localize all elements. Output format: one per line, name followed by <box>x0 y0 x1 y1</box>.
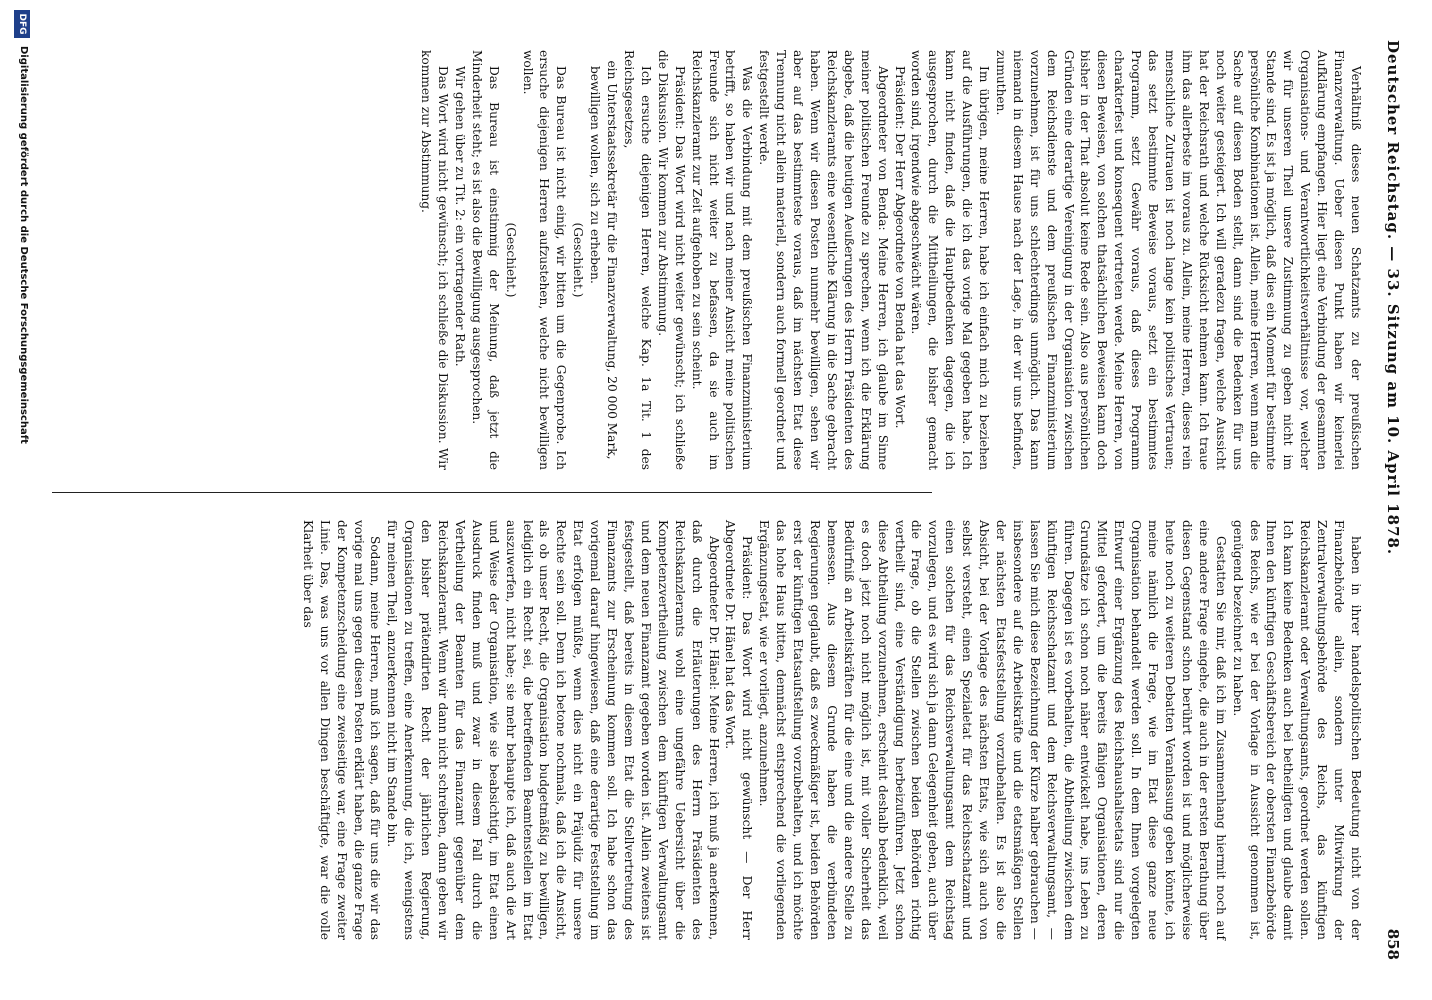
dfg-logo: DFG <box>14 10 30 38</box>
left-paragraph: Ich ersuche diejenigen Herren, welche Kap. 1a Tit. 1 des Reichsgesetzes, <box>622 50 653 470</box>
left-paragraph: Präsident: Das Wort wird nicht weiter gewünscht; ich schließe die Diskussion. Wir kommen zur Abstimmung. <box>655 50 687 470</box>
footer <box>8 0 32 1000</box>
left-column <box>417 50 1364 470</box>
right-paragraph: Abgeordneter Dr. Hänel: Meine Herren, ich muß ja anerkennen, daß durch die Erläuterungen des Herrn Präsidenten des Reichskanzleramts wohl eine ungefähre Uebersicht über die Kompetenzvertheilung zwischen dem künftigen Verwaltungsamt und dem neuen Finanzamt gegeben worden ist. Allein zweitens ist festgestellt, daß bereits in diesem Etat die Stellvertretung des Finanzamts zur Erscheinung kommen soll. Ich habe schon das vorigemal darauf hingewiesen, daß eine derartige Feststellung im Etat erfolgen müßte, wenn dies nicht ein Präjudiz für unsere Rechte sein soll. Denn ich betone nochmals, daß ich die Ansicht, als ob unser Recht, die Organisation budgetmäßig zu bewilligen, lediglich ein Recht sei, die betreffenden Beamtenstellen im Etat auszuwerfen, nicht habe; sie mehr behaupte ich, daß auch die Art und Weise der Organisation, wie sie beabsichtigt, im Etat einen Ausdruck finden muß und zwar in diesem Fall durch die Vertheilung der Beamten für das Finanzamt gegenüber dem Reichskanzleramt. Wenn wir dann nicht schreiben, dann geben wir den bisher prätendirten Recht der jährlichen Regierung, Organisationen zu treffen, eine Anerkennung, die ich, wenigstens für meinen Theil, anzuerkennen nicht im Stande bin. <box>385 520 721 940</box>
left-paragraph: Verhältniß dieses neuen Schatzamts zu der preußischen Finanzverwaltung. Ueber diesen Punkt haben wir keinerlei Aufklärung empfangen. Hier liegt eine Verbindung der gesammten Organisations- und Verantwortlichkeitsverhältnisse vor, welcher wir für unseren Theil unsere Zustimmung zu geben nicht im Stande sind. Es ist ja möglich, daß dies ein Moment für bestimmte persönliche Kombinationen ist. Allein, meine Herren, wenn man die Sache auf diesen Boden stellt, dann sind die Bedenken für uns noch weiter gesteigert. Ich will geradezu fragen, welche Aussicht hat der Reichsrath und welche Rücksicht nehmen kann. Ich traue ihm das allerbeste im voraus zu. Allein, meine Herren, dieses rein menschliche Zutrauen ist noch lange kein politisches Vertrauen; das setzt bestimmte Beweise voraus, setzt ein bestimmtes Programm, setzt Gewähr voraus, daß dieses Programm charakterfest und konsequent vertreten werde. Meine Herren, von diesen Beweisen, von solchen thatsächlichen Beweisen kann doch bisher in der That absolut keine Rede sein. Also aus persönlichen Gründen eine derartige Vereinigung in der Organisation zwischen dem Reichsdienste und dem preußischen Finanzministerium vorzunehmen, ist für uns schlechterdings unmöglich. Das kann niemand in diesem Hause nach der Lage, in der wir uns befinden, zumuthen. <box>993 50 1363 470</box>
left-paragraph: (Geschieht.) <box>571 222 586 298</box>
page-title: Deutscher Reichstag. — 33. Sitzung am 10. April 1878. <box>1384 40 1402 556</box>
left-paragraph: Abgeordneter von Benda: Meine Herren, ich glaube im Sinne meiner politischen Freunde zu sprechen, wenn ich die Erklärung abgebe, daß die heutigen Aeußerungen des Herrn Präsidenten des Reichskanzleramts eine wesentliche Klärung in die Sache gebracht haben. Wenn wir diesen Posten nunmehr bewilligen, sehen wir aber auf das bestimmteste voraus, daß im nächsten Etat diese Trennung nicht allein materiell, sondern auch formell geordnet und festgestellt werde. <box>757 50 890 470</box>
left-paragraph: bewilligen wollen, sich zu erheben. <box>588 66 603 284</box>
left-paragraph: Was die Verbindung mit dem preußischen Finanzministerium betrifft, so haben wir und nach meiner Ansicht meine politischen Freunde sich nicht weiter zu befassen, da sie auch im Reichskanzleramt zur Zeit aufgehoben zu sein scheint. <box>689 50 755 470</box>
left-paragraph: Im übrigen, meine Herren, habe ich einfach mich zu beziehen auf die Ausführungen, die ich das vorige Mal gegeben habe. Ich kann nicht finden, daß die Hauptbedenken dagegen, die ich ausgesprochen, durch die Mittheilungen, die bisher gemacht worden sind, irgendwie abgeschwächt wären. <box>909 50 992 470</box>
left-paragraph: Das Wort wird nicht gewünscht; ich schließe die Diskussion. Wir kommen zur Abstimmung. <box>419 50 451 470</box>
right-paragraph: Präsident: Das Wort wird nicht gewünscht — Der Herr Abgeordnete Dr. Hänel hat das Wort. <box>723 520 755 940</box>
column-divider <box>52 492 932 493</box>
left-paragraph: (Geschieht.) <box>503 222 518 298</box>
left-paragraph: Das Bureau ist einstimmig der Meinung, daß jetzt die Minderheit steht; es ist also die Bewilligung ausgesprochen. <box>469 50 501 470</box>
left-paragraph: Das Bureau ist nicht einig, wir bitten um die Gegenprobe. Ich ersuche diejenigen Herren aufzustehen, welche nicht bewilligen wollen. <box>520 50 569 470</box>
left-paragraph: Präsident: Der Herr Abgeordnete von Benda hat das Wort. <box>892 66 907 429</box>
left-paragraph: ein Unterstaatssekretär für die Finanzverwaltung, 20 000 Mark, <box>605 60 620 460</box>
right-paragraph: Sodann, meine Herren, muß ich sagen, daß für uns die wir das vorige mal uns gegen diesen Posten erklärt haben, die ganze Frage der Kompetenzscheidung eine zweiseitige war, eine Frage zweiter Linie. Das, was uns vor allen Dingen beschäftigte, war die volle Klarheit über das <box>300 520 383 940</box>
funding-note: Digitalisierung gefördert durch die Deutsche Forschungsgemeinschaft <box>18 46 29 444</box>
page-number: 858 <box>1384 928 1402 960</box>
right-paragraph: Gestatten Sie mir, daß ich im Zusammenhang hiermit noch auf eine andere Frage eingehe, die auch in der ersten Berathung über diesen Gegenstand schon berührt worden ist und möglicherweise heute noch zu weiteren Debatten Veranlassung geben könnte, ich meine nämlich die Frage, wie im Etat diese ganze neue Organisation behandelt werden soll. In dem Ihnen vorgelegten Entwurf einer Ergänzung des Reichshaushaltsetats sind nur die Mittel gefordert, um die bereits fähigen Organisationen, deren Grundsätze ich schon noch näher entwickelt habe, ins Leben zu führen. Dagegen ist es vorbehalten, die Abtheilung zwischen dem künftigen Reichsschatzamt und dem Reichsverwaltungsamt, — lassen Sie mich diese Bezeichnung der Kürze halber gebrauchen — insbesondere auf die Arbeitskräfte und die etatsmäßigen Stellen der nächsten Etatsfeststellung vorzubehalten. Es ist also die Absicht, bei der Vorlage des nächsten Etats, wie sich auch von selbst versteht, einen Spezialetat für das Reichsschatzamt und einen solchen für das Reichsverwaltungsamt dem Reichstag vorzulegen, und es wird sich ja dann Gelegenheit geben, auch über die Frage, ob die Stellen zwischen beiden Behörden richtig vertheilt sind, eine Verständigung herbeizuführen. Jetzt schon diese Abtheilung vorzunehmen, erscheint deshalb bedenklich, weil es doch jetzt noch nicht möglich ist, mit voller Sicherheit das Bedürfniß an Arbeitskräften für die eine und die andere Stelle zu bemessen. Aus diesem Grunde haben die verbündeten Regierungen geglaubt, daß es zweckmäßiger ist, beiden Behörden erst der künftigen Etatsaufstellung vorzubehalten, und ich möchte das hohe Haus bitten, demnächst entsprechend die vorliegenden Ergänzungsetat, wie er vorliegt, anzunehmen. <box>757 520 1228 940</box>
left-paragraph: Wir gehen über zu Tit. 2: ein vortragender Rath. <box>452 66 467 367</box>
page-header <box>1376 40 1402 960</box>
right-column <box>299 520 1364 940</box>
right-paragraph: haben in ihrer handelspolitischen Bedeutung nicht von der Finanzbehörde allein, sondern unter Mitwirkung der Zentralverwaltungsbehörde des Reichs, das künftigen Reichskanzleramt oder Verwaltungsamts, geordnet werden sollen. Ich kann keine Bedenken auch bei betheiligten und glaube damit Ihnen den künftigen Geschäftsbereich der obersten Finanzbehörde des Reichs, wie er bei der Vorlage in Aussicht genommen ist, genügend bezeichnet zu haben. <box>1230 520 1363 940</box>
